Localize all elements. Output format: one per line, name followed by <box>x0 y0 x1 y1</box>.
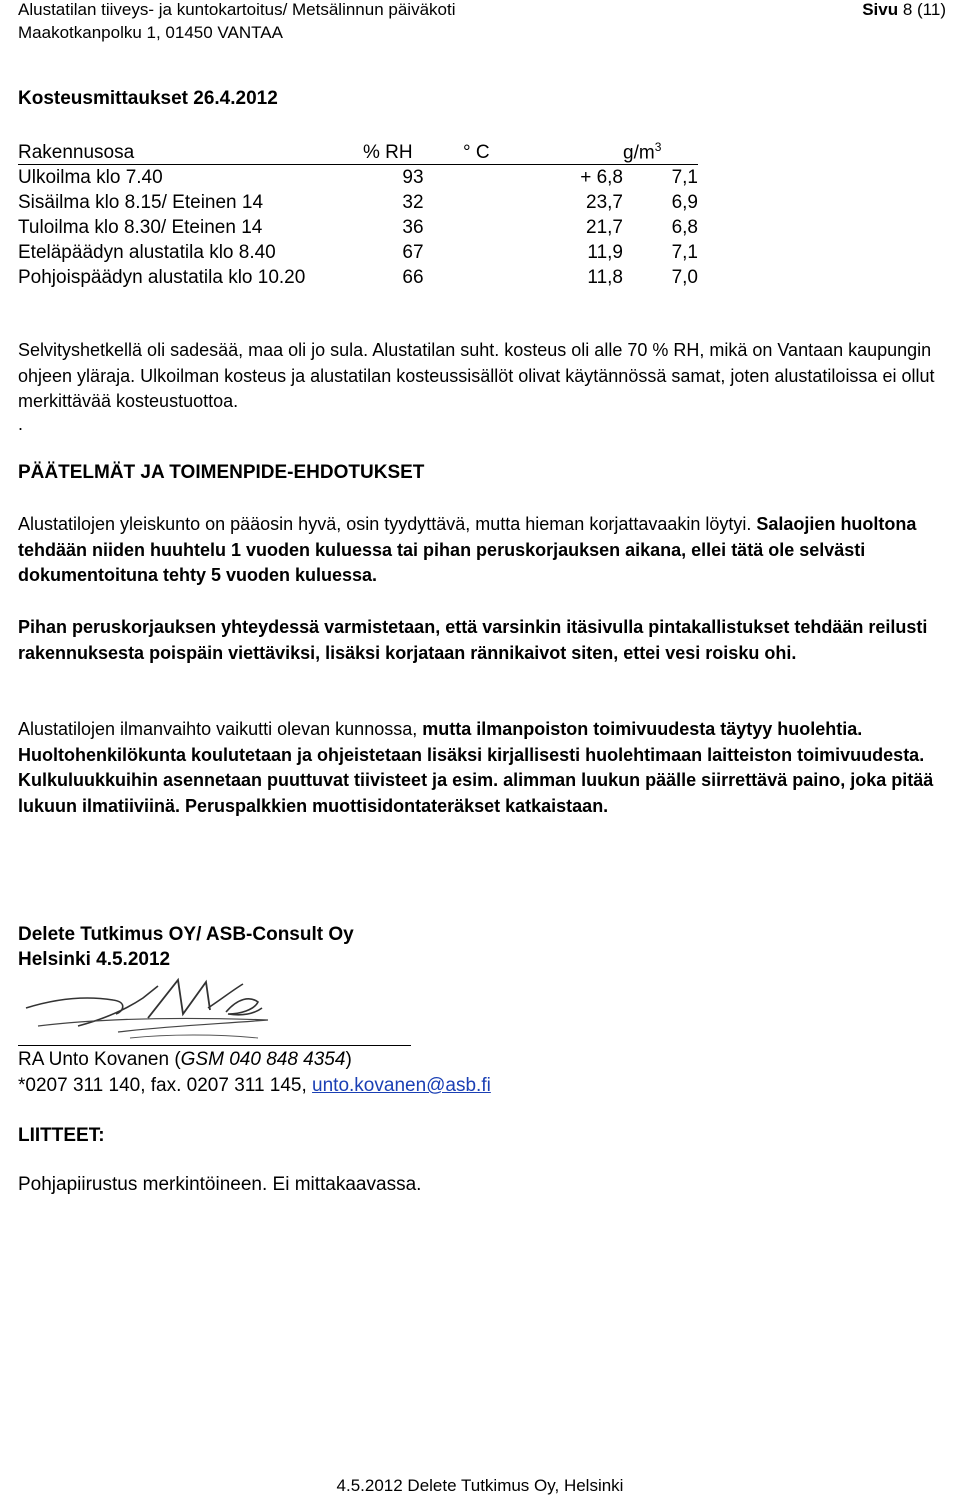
table-row <box>18 265 698 290</box>
measurements-table <box>18 138 698 290</box>
paragraph-text: Alustatilojen ilmanvaihto vaikutti olevan kunnossa, <box>18 719 418 739</box>
signature-line <box>18 1045 411 1046</box>
cell-part: Tuloilma klo 8.30/ Eteinen 14 <box>18 216 263 238</box>
page-word: Sivu <box>862 0 899 19</box>
contact-phone: *0207 311 140, fax. 0207 311 145, <box>18 1075 313 1096</box>
cell-temp: 21,7 <box>586 216 623 238</box>
table-row <box>18 215 698 240</box>
paragraph-bold-text: Salaojien huoltona tehdään niiden huuhtelu 1 vuoden kuluessa tai pihan peruskorjauksen aikana, ellei tätä ole selvästi dokumentoituna tehty 5 vuoden kuluessa. <box>18 514 917 585</box>
contact-name-line <box>18 1047 491 1073</box>
cell-abs: 6,8 <box>671 216 698 238</box>
cell-abs: 7,1 <box>671 166 698 188</box>
place-date: Helsinki 4.5.2012 <box>18 949 171 970</box>
contact-name: RA Unto Kovanen ( <box>18 1049 181 1070</box>
contact-info <box>18 1047 491 1099</box>
observation-paragraph: Selvityshetkellä oli sadesää, maa oli jo sula. Alustatilan suht. kosteus oli alle 70 % RH, mikä on Vantaan kaupungin ohjeen yläraja. Ulkoilman kosteus ja alustatilan kosteussisällöt olivat käytännössä samat, joten alustatiloissa ei ollut merkittävää kosteustuottoa. <box>18 340 935 411</box>
attachments-heading: LIITTEET: <box>18 1125 105 1146</box>
conclusion-paragraph-2: Pihan peruskorjauksen yhteydessä varmistetaan, että varsinkin itäsivulla pintakallistukset tehdään reilusti rakennuksesta poispäin viettäviksi, lisäksi korjataan rännikaivot siten, ettei vesi roisku ohi. <box>18 617 928 663</box>
conclusions-heading: PÄÄTELMÄT JA TOIMENPIDE-EHDOTUKSET <box>18 462 425 483</box>
table-row <box>18 190 698 215</box>
cell-temp: + 6,8 <box>580 166 623 188</box>
handwritten-signature <box>18 968 318 1046</box>
cell-temp: 11,9 <box>587 241 623 263</box>
cell-temp: 11,8 <box>587 266 623 288</box>
cell-abs: 6,9 <box>671 191 698 213</box>
cell-abs: 7,0 <box>671 266 698 288</box>
table-header-row <box>18 138 698 165</box>
col-header-temp: ° C <box>463 138 623 165</box>
cell-rh: 32 <box>402 191 424 213</box>
conclusion-paragraph-1 <box>18 512 943 589</box>
header-address: Maakotkanpolku 1, 01450 VANTAA <box>18 23 283 42</box>
paragraph-text: Alustatilojen yleiskunto on pääosin hyvä, osin tyydyttävä, mutta hieman korjattavaakin löytyi. <box>18 514 752 534</box>
stray-dot: . <box>18 414 24 434</box>
paragraph-bold-text: Kulkuluukkuihin asennetaan puuttuvat tiivisteet ja esim. alimman luukun päälle siirrettävä paino, joka pitää lukuun ilmatiiviinä. Peruspalkkien muottisidontateräkset katkaistaan. <box>18 770 934 816</box>
attachments-text: Pohjapiirustus merkintöineen. Ei mittakaavassa. <box>18 1174 422 1195</box>
contact-name-close: ) <box>345 1049 352 1070</box>
cell-part: Eteläpäädyn alustatila klo 8.40 <box>18 241 276 263</box>
cell-temp: 23,7 <box>586 191 623 213</box>
page-header <box>18 0 456 44</box>
cell-part: Sisäilma klo 8.15/ Eteinen 14 <box>18 191 264 213</box>
table-row <box>18 240 698 265</box>
table-row <box>18 165 698 191</box>
cell-rh: 93 <box>402 166 424 188</box>
cell-rh: 36 <box>402 216 424 238</box>
paragraph-bold-text: mutta ilmanpoiston toimivuudesta täytyy huolehtia. Huoltohenkilökunta koulutetaan ja ohjeistetaan lisäksi kirjallisesti huolehtimaan laitteiston toimivuudesta. <box>18 719 925 765</box>
col-header-part: Rakennusosa <box>18 138 363 165</box>
header-title: Alustatilan tiiveys- ja kuntokartoitus/ Metsälinnun päiväkoti <box>18 0 456 19</box>
contact-phone-line <box>18 1073 491 1099</box>
signature-block <box>18 922 354 972</box>
page-number <box>862 0 946 21</box>
col-header-rh: % RH <box>363 138 463 165</box>
email-link[interactable]: unto.kovanen@asb.fi <box>312 1075 491 1096</box>
cell-part: Pohjoispäädyn alustatila klo 10.20 <box>18 266 306 288</box>
company-name: Delete Tutkimus OY/ ASB-Consult Oy <box>18 924 354 945</box>
cell-abs: 7,1 <box>671 241 698 263</box>
contact-gsm: GSM 040 848 4354 <box>180 1049 346 1070</box>
superscript: 3 <box>654 139 662 154</box>
col-header-abs: $g/m^3$ <box>623 138 698 165</box>
page-footer: 4.5.2012 Delete Tutkimus Oy, Helsinki <box>336 1476 624 1495</box>
cell-rh: 66 <box>402 266 424 288</box>
measurements-title: Kosteusmittaukset 26.4.2012 <box>18 88 278 109</box>
cell-part: Ulkoilma klo 7.40 <box>18 166 163 188</box>
page-count: 8 (11) <box>902 0 946 19</box>
cell-rh: 67 <box>402 241 424 263</box>
conclusion-paragraph-3 <box>18 717 943 819</box>
